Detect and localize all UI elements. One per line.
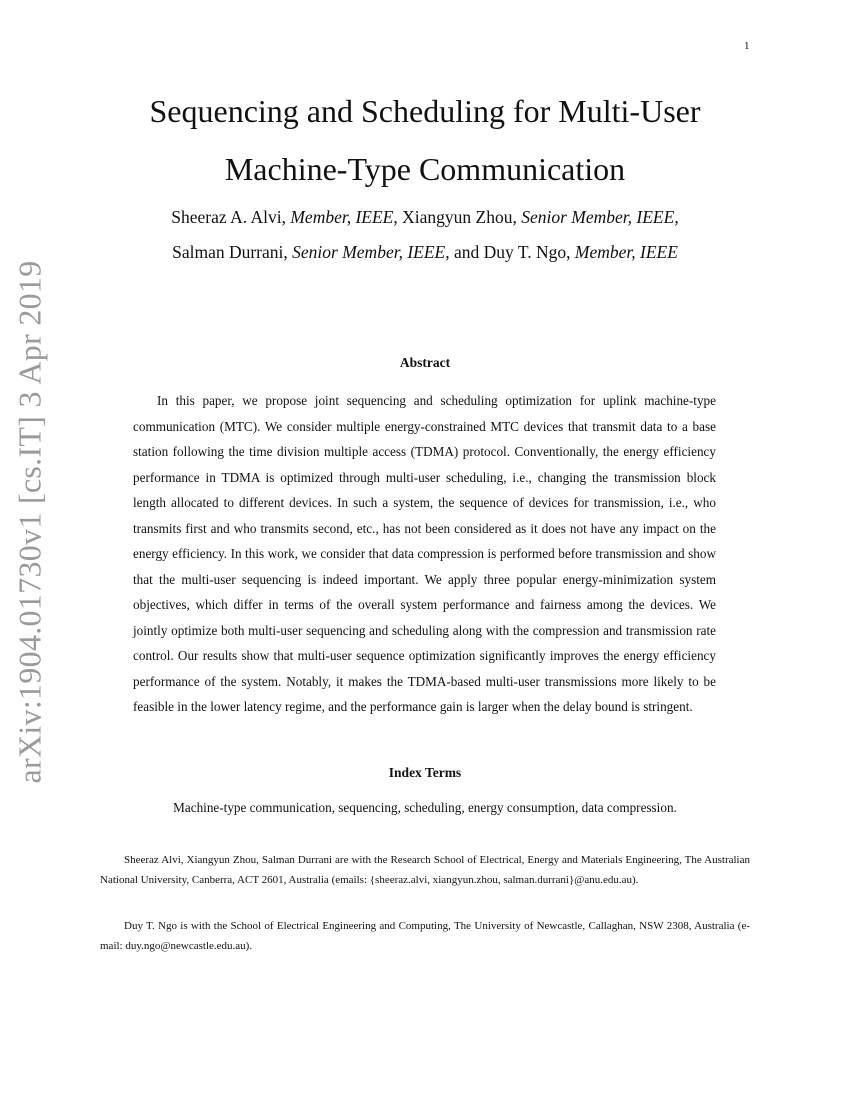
author-list	[100, 200, 750, 270]
page-number: 1	[744, 40, 750, 52]
index-terms-body: Machine-type communication, sequencing, scheduling, energy consumption, data compression.	[173, 800, 677, 815]
author-separator: , and	[445, 242, 484, 262]
author-role: Senior Member, IEEE	[292, 242, 446, 262]
author-separator: ,	[393, 207, 403, 227]
arxiv-stamp: arXiv:1904.01730v1 [cs.IT] 3 Apr 2019	[11, 260, 48, 784]
author-role: Member, IEEE	[574, 242, 678, 262]
title-line-1: Sequencing and Scheduling for Multi-User	[149, 93, 701, 129]
author-name: Sheeraz A. Alvi,	[171, 207, 291, 227]
author-name: Duy T. Ngo,	[483, 242, 575, 262]
footnote-affiliation-newcastle: Duy T. Ngo is with the School of Electrical Engineering and Computing, The University of Newcastle, Callaghan, NSW 2308, Australia (e-mail: duy.ngo@newcastle.edu.au).	[100, 920, 750, 952]
author-role: Member, IEEE	[290, 207, 394, 227]
abstract-heading: Abstract	[399, 355, 451, 370]
paper-title	[100, 82, 750, 198]
index-terms-heading: Index Terms	[388, 765, 462, 780]
author-name: Salman Durrani,	[172, 242, 293, 262]
author-role: Senior Member, IEEE	[521, 207, 675, 227]
author-line-1	[100, 200, 750, 235]
author-line-2	[100, 235, 750, 270]
abstract-body: In this paper, we propose joint sequencing and scheduling optimization for uplink machine-type communication (MTC). We consider multiple energy-constrained MTC devices that transmit data to a base station following the time division multiple access (TDMA) protocol. Conventionally, the energy efficiency performance in TDMA is optimized through multi-user scheduling, i.e., changing the transmission block length allocated to different devices. In such a system, the sequence of devices for transmission, i.e., who transmits first and who transmits second, etc., has not been considered as it does not have any impact on the energy efficiency. In this work, we consider that data compression is performed before transmission and show that the multi-user sequencing is indeed important. We apply three popular energy-minimization system objectives, which differ in terms of the overall system performance and fairness among the devices. We jointly optimize both multi-user sequencing and scheduling along with the compression and transmission rate control. Our results show that multi-user sequence optimization significantly improves the energy efficiency performance of the system. Notably, it makes the TDMA-based multi-user transmissions more likely to be feasible in the lower latency regime, and the performance gain is larger when the delay bound is stringent.	[133, 393, 716, 714]
author-name: Xiangyun Zhou,	[402, 207, 522, 227]
title-line-2: Machine-Type Communication	[224, 151, 626, 187]
footnote-affiliation-anu: Sheeraz Alvi, Xiangyun Zhou, Salman Durrani are with the Research School of Electrical, Energy and Materials Engineering, The Australian National University, Canberra, ACT 2601, Australia (emails: {sheeraz.alvi, xiangyun.zhou, salman.durrani}@anu.edu.au).	[100, 854, 750, 886]
author-separator: ,	[674, 207, 679, 227]
